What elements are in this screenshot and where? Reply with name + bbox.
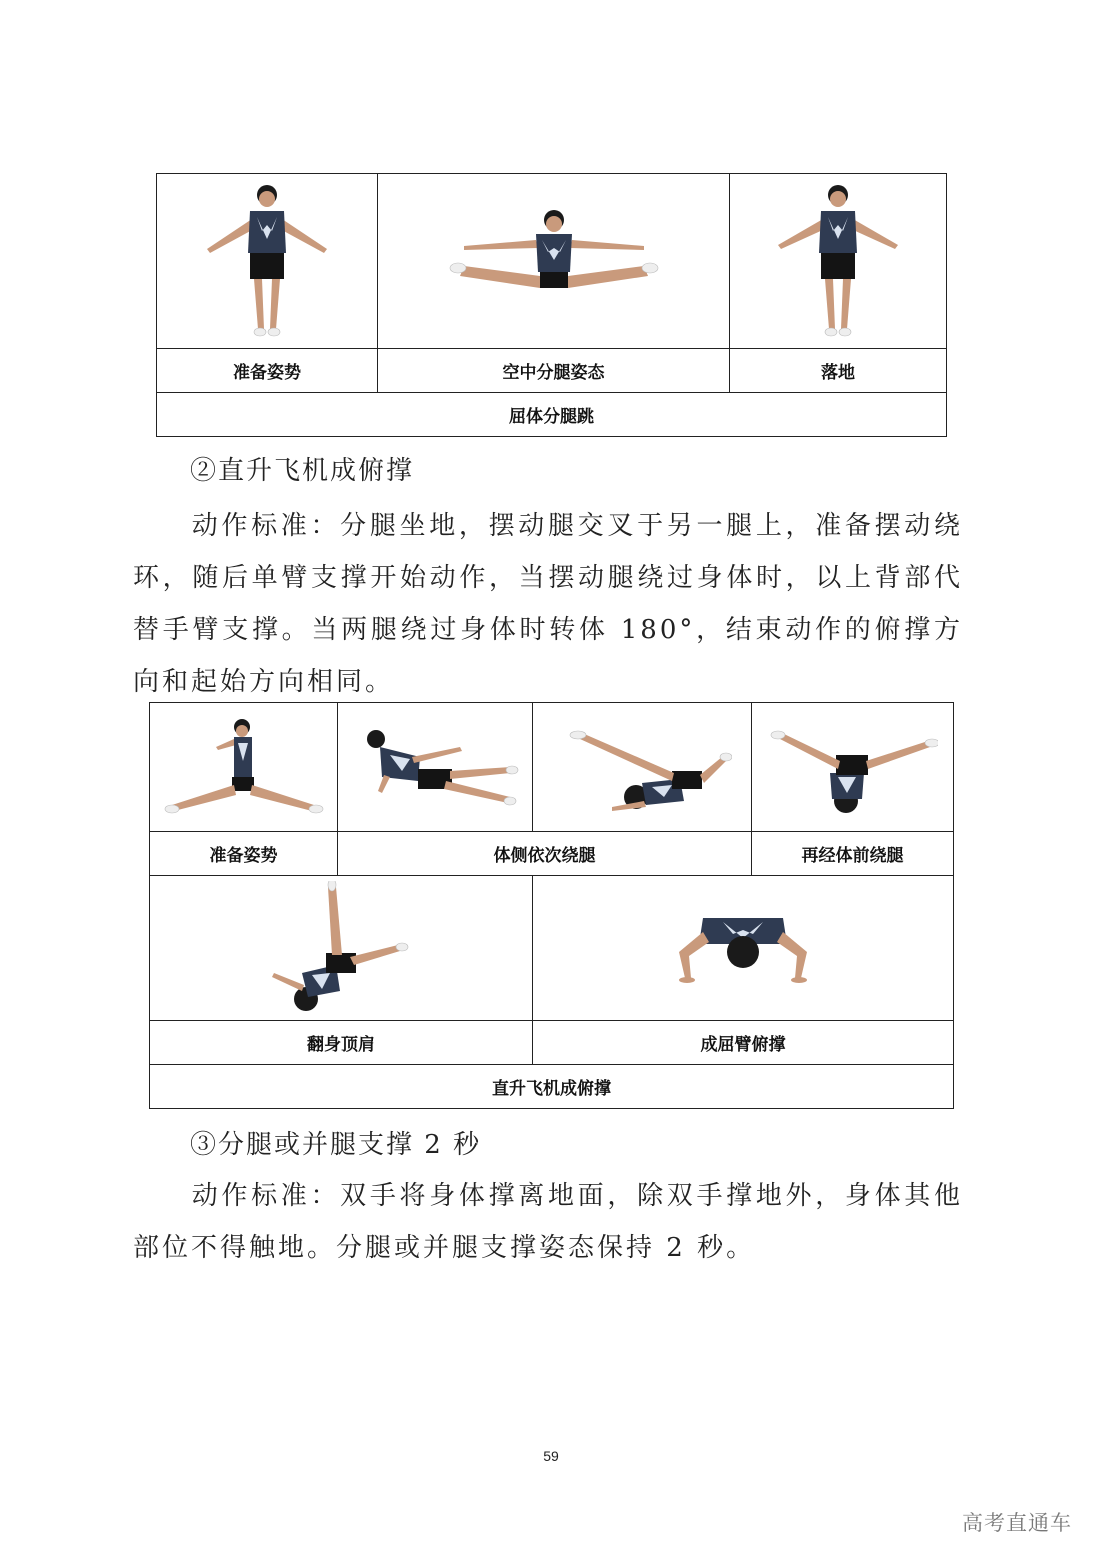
section-paragraph-helicopter (133, 500, 963, 708)
section-heading-support: ③分腿或并腿支撑 2 秒 (190, 1130, 482, 1160)
caption-shoulder-roll: 翻身顶肩 (150, 1021, 533, 1065)
photo-cell-front-circle (752, 703, 954, 832)
jump-table (156, 173, 947, 437)
athlete-back-roll-photo (552, 717, 732, 817)
page-number: 59 (543, 1448, 559, 1464)
athlete-side-circle-photo (350, 717, 520, 817)
paragraph-text: 动作标准：双手将身体撑离地面，除双手撑地外，身体其他部位不得触地。分腿或并腿支撑姿态保持 2 秒。 (133, 1181, 963, 1263)
photo-cell-air (378, 174, 730, 349)
table-title-2: 直升飞机成俯撑 (150, 1065, 954, 1109)
photo-cell-side-circle-2 (533, 703, 752, 832)
caption-landing: 落地 (730, 349, 947, 393)
athlete-standing-photo (202, 181, 332, 341)
athlete-bent-arm-support-photo (663, 908, 823, 988)
photo-cell-straddle-sit (150, 703, 338, 832)
section-paragraph-support (133, 1170, 963, 1274)
photo-cell-push-up (533, 876, 954, 1021)
photo-cell-side-circle-1 (338, 703, 533, 832)
caption-front-circle: 再经体前绕腿 (752, 832, 954, 876)
photo-cell-landing (730, 174, 947, 349)
section-heading-helicopter: ②直升飞机成俯撑 (190, 456, 415, 486)
athlete-straddle-sit-photo (164, 717, 324, 817)
caption-air: 空中分腿姿态 (378, 349, 730, 393)
caption-side-circle: 体侧依次绕腿 (338, 832, 752, 876)
photo-cell-ready (157, 174, 378, 349)
athlete-straddle-jump-photo (444, 206, 664, 316)
watermark: 高考直通车 (962, 1511, 1072, 1535)
photo-cell-roll-shoulder (150, 876, 533, 1021)
paragraph-text: 动作标准：分腿坐地，摆动腿交叉于另一腿上，准备摆动绕环，随后单臂支撑开始动作，当摆动腿绕过身体时，以上背部代替手臂支撑。当两腿绕过身体时转体 180°，结束动作的俯撑方向和起始方向相同。 (133, 511, 963, 697)
athlete-front-circle-photo (768, 717, 938, 817)
caption-ready: 准备姿势 (157, 349, 378, 393)
caption-ready-2: 准备姿势 (150, 832, 338, 876)
athlete-landing-photo (773, 181, 903, 341)
caption-bent-arm-support: 成屈臂俯撑 (533, 1021, 954, 1065)
athlete-shoulder-roll-photo (266, 881, 416, 1016)
table-title: 屈体分腿跳 (157, 393, 947, 437)
helicopter-table (149, 702, 954, 1109)
